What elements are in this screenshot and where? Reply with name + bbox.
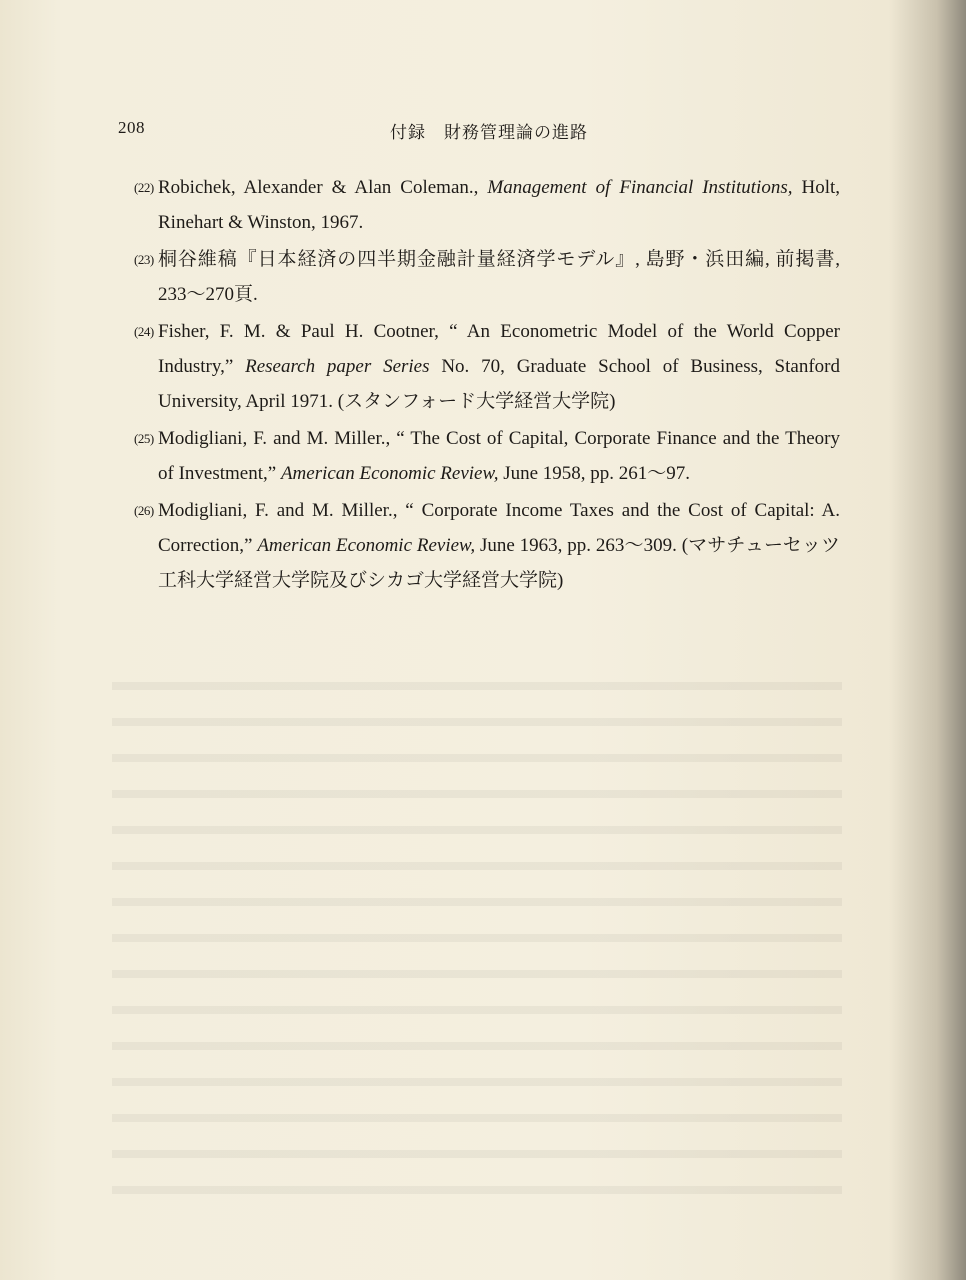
reference-series-title: Research paper Series bbox=[245, 356, 430, 377]
reference-journal-title: American Economic Review, bbox=[280, 463, 499, 484]
page-number: 208 bbox=[118, 118, 145, 137]
reference-text bbox=[158, 314, 840, 419]
reference-number: (26) bbox=[134, 503, 154, 518]
reference-text bbox=[158, 493, 840, 598]
reference-number: (25) bbox=[134, 431, 154, 446]
reference-text bbox=[158, 170, 840, 240]
reference-text bbox=[158, 421, 840, 491]
show-through-text bbox=[112, 660, 842, 1220]
reference-authors: Modigliani, F. and M. Miller., “ The Cost of Capital, Corporate Finance and the Theory of Investment,” bbox=[158, 428, 840, 484]
reference-authors: Robichek, Alexander & Alan Coleman., bbox=[158, 177, 488, 198]
reference-number: (22) bbox=[134, 180, 154, 195]
reference-journal-title: American Economic Review, bbox=[257, 535, 476, 556]
reference-pages: June 1958, pp. 261～97. bbox=[498, 463, 691, 484]
reference-list bbox=[134, 170, 840, 600]
reference-item bbox=[134, 170, 840, 240]
reference-number: (24) bbox=[134, 324, 154, 339]
reference-source: No. 70, Graduate School of Business, Stanford University, April 1971. (スタンフォード大学経営大学院) bbox=[158, 356, 840, 412]
reference-pages: June 1963, pp. 263～309. (マサチューセッツ工科大学経営大学院及びシカゴ大学経営大学院) bbox=[158, 535, 840, 591]
reference-number: (23) bbox=[134, 252, 154, 267]
reference-item bbox=[134, 314, 840, 419]
reference-text bbox=[158, 242, 840, 312]
reference-book-title: Management of Financial Institutions, bbox=[487, 177, 793, 198]
reference-citation: 桐谷維稿『日本経済の四半期金融計量経済学モデル』, 島野・浜田編, 前掲書, 233～270頁. bbox=[158, 249, 840, 305]
reference-item bbox=[134, 421, 840, 491]
reference-authors: Fisher, F. M. & Paul H. Cootner, “ An Econometric Model of the World Copper Industry,” bbox=[158, 321, 840, 377]
running-head: 付録 財務管理論の進路 bbox=[390, 123, 588, 142]
page-header bbox=[118, 118, 840, 146]
reference-publisher: Holt, Rinehart & Winston, 1967. bbox=[158, 177, 841, 233]
reference-item bbox=[134, 493, 840, 598]
reference-authors: Modigliani, F. and M. Miller., “ Corporate Income Taxes and the Cost of Capital: A. Correction,” bbox=[158, 500, 840, 556]
reference-item bbox=[134, 242, 840, 312]
